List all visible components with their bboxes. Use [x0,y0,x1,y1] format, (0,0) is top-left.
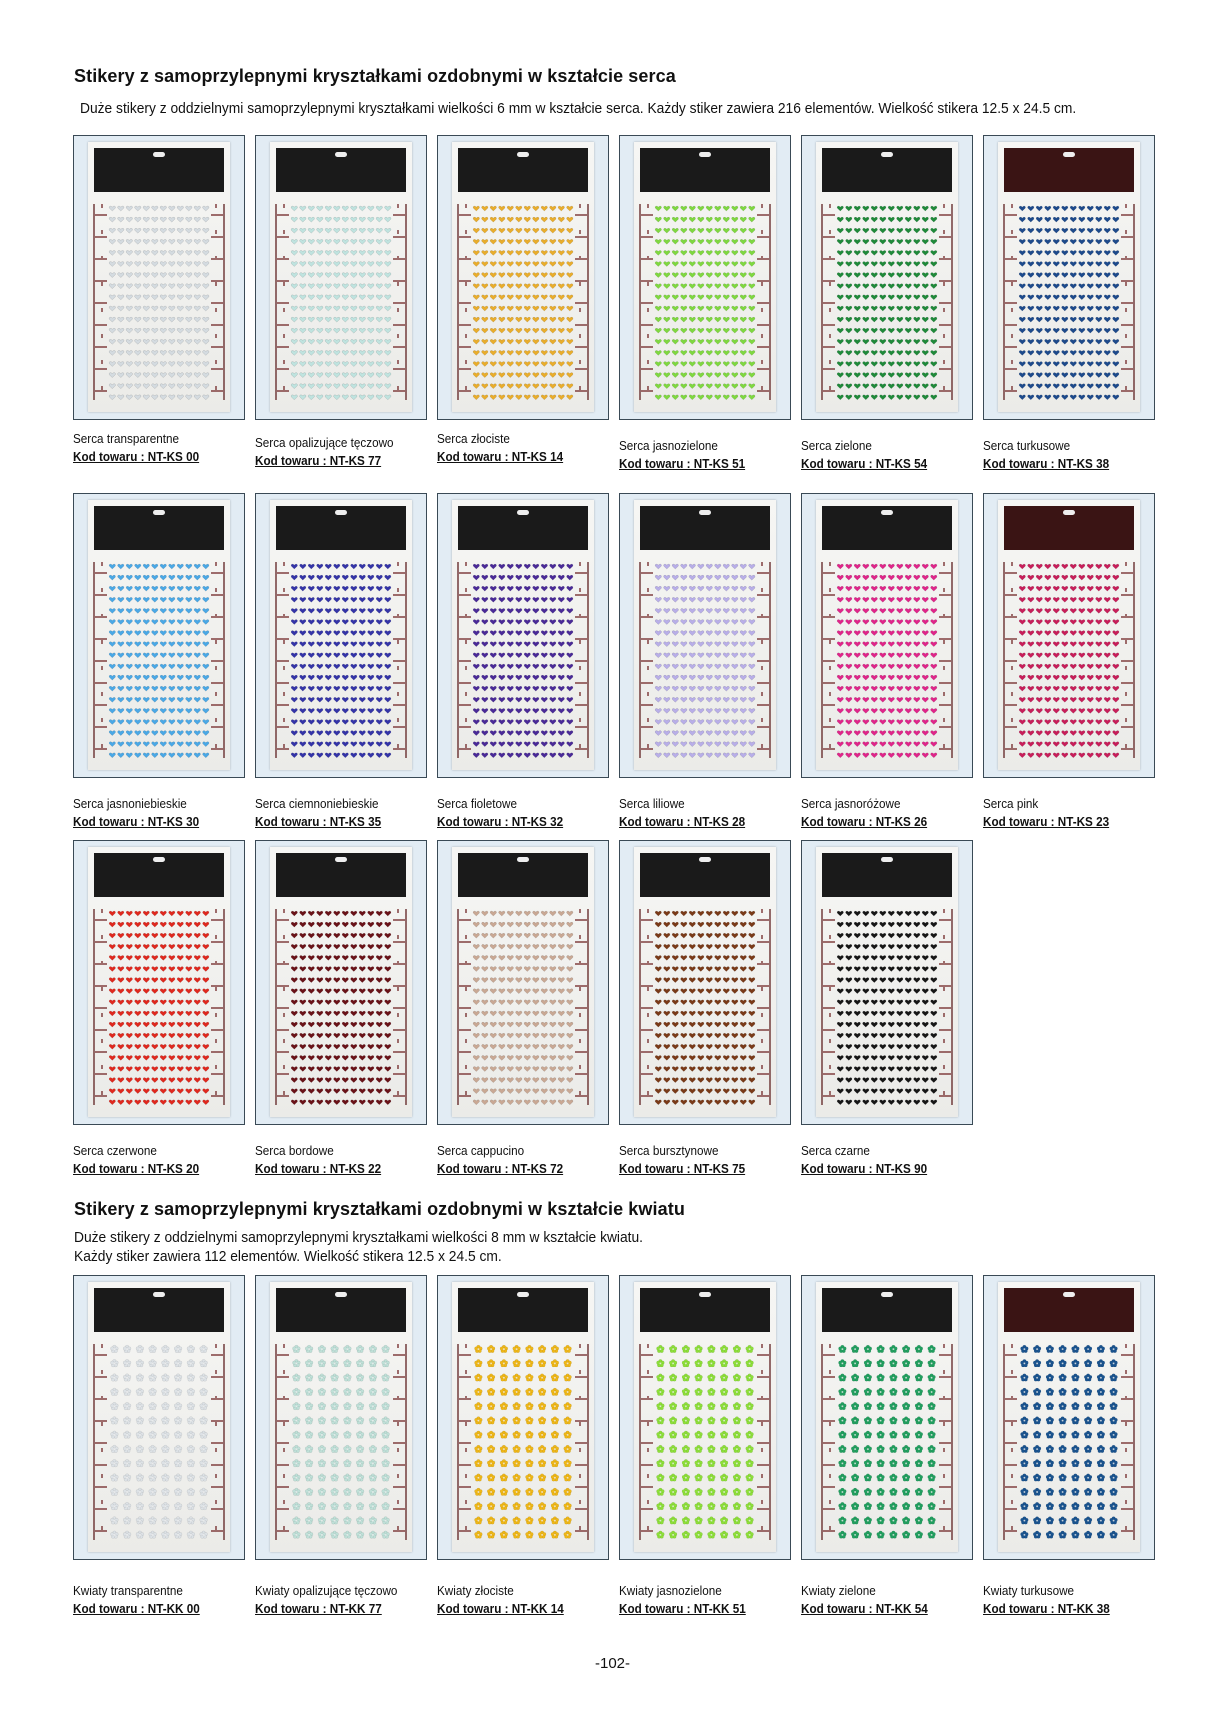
floral-ornament [821,204,835,400]
heart-crystals [290,560,392,760]
package-header [94,148,224,192]
floral-ornament [639,909,653,1105]
flower-crystals [290,1342,392,1542]
heart-crystals [472,907,574,1107]
package-header [458,853,588,897]
floral-ornament [757,1344,771,1540]
product-code: Kod towaru : NT-KK 51 [619,1601,746,1616]
product-name: Serca bursztynowe [619,1143,719,1158]
product-photo [801,135,973,420]
flower-crystals [654,1342,756,1542]
floral-ornament [275,204,289,400]
sticker-package [270,1282,412,1552]
sticker-package [88,500,230,770]
section-description-hearts: Duże stikery z oddzielnymi samoprzylepnymi kryształkami wielkości 6 mm w kształcie serca. Każdy stiker zawiera 216 elementów. Wielkość stikera 12.5 x 24.5 cm. [80,100,1077,117]
product-code: Kod towaru : NT-KK 54 [801,1601,928,1616]
product-name: Serca jasnoróżowe [801,796,901,811]
floral-ornament [275,1344,289,1540]
heart-crystals [472,202,574,402]
heart-crystals [836,907,938,1107]
section-description-flowers-line-1: Duże stikery z oddzielnymi samoprzylepnymi kryształkami wielkości 8 mm w kształcie kwiatu. [74,1229,644,1246]
heart-crystals [654,202,756,402]
product-photo [619,135,791,420]
sticker-package [634,142,776,412]
package-header [640,853,770,897]
heart-crystals [472,560,574,760]
product-code: Kod towaru : NT-KS 32 [437,814,564,829]
floral-ornament [393,1344,407,1540]
package-header [822,1288,952,1332]
sticker-package [452,142,594,412]
product-photo [255,493,427,778]
product-photo [801,1275,973,1560]
product-photo [255,1275,427,1560]
product-code: Kod towaru : NT-KS 30 [73,814,200,829]
floral-ornament [211,1344,225,1540]
sticker-package [998,1282,1140,1552]
sticker-package [452,847,594,1117]
floral-ornament [821,1344,835,1540]
sticker-package [452,500,594,770]
package-header [640,148,770,192]
heart-crystals [108,907,210,1107]
product-name: Serca bordowe [255,1143,334,1158]
flower-crystals [836,1342,938,1542]
product-photo [619,493,791,778]
product-name: Serca fioletowe [437,796,518,811]
product-photo [437,840,609,1125]
sticker-package [270,142,412,412]
sticker-package [816,500,958,770]
sticker-package [88,142,230,412]
package-header [458,148,588,192]
product-name: Serca turkusowe [983,438,1071,453]
product-name: Serca czarne [801,1143,870,1158]
package-header [276,853,406,897]
floral-ornament [639,204,653,400]
package-header [640,506,770,550]
sticker-package [816,1282,958,1552]
floral-ornament [821,909,835,1105]
product-photo [801,840,973,1125]
product-name: Serca jasnozielone [619,438,718,453]
product-photo [255,840,427,1125]
floral-ornament [639,1344,653,1540]
sticker-package [452,1282,594,1552]
heart-crystals [290,202,392,402]
heart-crystals [654,907,756,1107]
floral-ornament [211,909,225,1105]
floral-ornament [821,562,835,758]
package-header [640,1288,770,1332]
heart-crystals [1018,560,1120,760]
floral-ornament [1121,562,1135,758]
floral-ornament [457,909,471,1105]
heart-crystals [108,560,210,760]
sticker-package [816,847,958,1117]
sticker-package [634,500,776,770]
product-photo [73,135,245,420]
product-photo [619,1275,791,1560]
floral-ornament [939,1344,953,1540]
floral-ornament [275,562,289,758]
product-code: Kod towaru : NT-KS 00 [73,449,200,464]
floral-ornament [1003,562,1017,758]
package-header [822,506,952,550]
product-photo [983,1275,1155,1560]
floral-ornament [457,1344,471,1540]
floral-ornament [93,562,107,758]
product-name: Kwiaty transparentne [73,1583,183,1598]
package-header [1004,1288,1134,1332]
sticker-package [88,847,230,1117]
product-code: Kod towaru : NT-KS 90 [801,1161,928,1176]
floral-ornament [457,562,471,758]
sticker-package [270,847,412,1117]
sticker-package [270,500,412,770]
product-photo [73,840,245,1125]
floral-ornament [93,909,107,1105]
floral-ornament [575,204,589,400]
product-name: Serca transparentne [73,431,180,446]
section-title-flowers: Stikery z samoprzylepnymi kryształkami ozdobnymi w kształcie kwiatu [74,1199,685,1219]
sticker-package [634,847,776,1117]
product-code: Kod towaru : NT-KS 23 [983,814,1110,829]
product-photo [437,135,609,420]
floral-ornament [939,909,953,1105]
page-number: -102- [594,1655,631,1672]
floral-ornament [1121,1344,1135,1540]
product-code: Kod towaru : NT-KS 38 [983,456,1110,471]
product-code: Kod towaru : NT-KS 51 [619,456,746,471]
floral-ornament [939,204,953,400]
product-photo [801,493,973,778]
floral-ornament [757,909,771,1105]
floral-ornament [211,204,225,400]
product-name: Kwiaty jasnozielone [619,1583,722,1598]
product-code: Kod towaru : NT-KS 26 [801,814,928,829]
package-header [458,1288,588,1332]
product-name: Kwiaty złociste [437,1583,514,1598]
sticker-package [816,142,958,412]
floral-ornament [757,562,771,758]
product-photo [619,840,791,1125]
product-photo [73,1275,245,1560]
package-header [276,1288,406,1332]
floral-ornament [1003,1344,1017,1540]
product-name: Serca ciemnoniebieskie [255,796,379,811]
package-header [94,506,224,550]
floral-ornament [457,204,471,400]
product-code: Kod towaru : NT-KS 14 [437,449,564,464]
heart-crystals [836,560,938,760]
sticker-package [998,500,1140,770]
product-photo [983,135,1155,420]
heart-crystals [654,560,756,760]
floral-ornament [575,909,589,1105]
heart-crystals [290,907,392,1107]
product-name: Serca złociste [437,431,510,446]
package-header [1004,506,1134,550]
product-code: Kod towaru : NT-KS 75 [619,1161,746,1176]
floral-ornament [757,204,771,400]
product-name: Serca pink [983,796,1039,811]
floral-ornament [1121,204,1135,400]
floral-ornament [393,562,407,758]
heart-crystals [1018,202,1120,402]
sticker-package [998,142,1140,412]
product-photo [437,493,609,778]
product-code: Kod towaru : NT-KS 54 [801,456,928,471]
product-code: Kod towaru : NT-KS 77 [255,453,382,468]
product-code: Kod towaru : NT-KK 38 [983,1601,1110,1616]
floral-ornament [1003,204,1017,400]
product-photo [73,493,245,778]
product-name: Serca jasnoniebieskie [73,796,187,811]
section-description-flowers-line-2: Każdy stiker zawiera 112 elementów. Wielkość stikera 12.5 x 24.5 cm. [74,1248,502,1265]
package-header [276,148,406,192]
product-name: Serca cappucino [437,1143,525,1158]
package-header [822,148,952,192]
floral-ornament [275,909,289,1105]
flower-crystals [108,1342,210,1542]
sticker-package [88,1282,230,1552]
product-photo [983,493,1155,778]
package-header [94,1288,224,1332]
product-name: Serca opalizujące tęczowo [255,435,394,450]
product-code: Kod towaru : NT-KS 72 [437,1161,564,1176]
package-header [276,506,406,550]
floral-ornament [211,562,225,758]
floral-ornament [939,562,953,758]
product-code: Kod towaru : NT-KS 20 [73,1161,200,1176]
product-code: Kod towaru : NT-KS 28 [619,814,746,829]
product-name: Serca liliowe [619,796,685,811]
product-photo [255,135,427,420]
product-name: Serca zielone [801,438,872,453]
package-header [1004,148,1134,192]
product-code: Kod towaru : NT-KK 77 [255,1601,382,1616]
heart-crystals [836,202,938,402]
floral-ornament [575,562,589,758]
product-name: Kwiaty opalizujące tęczowo [255,1583,398,1598]
section-title-hearts: Stikery z samoprzylepnymi kryształkami ozdobnymi w kształcie serca [74,66,676,86]
product-name: Kwiaty zielone [801,1583,876,1598]
package-header [822,853,952,897]
package-header [458,506,588,550]
product-code: Kod towaru : NT-KK 14 [437,1601,564,1616]
product-code: Kod towaru : NT-KS 35 [255,814,382,829]
product-name: Serca czerwone [73,1143,157,1158]
heart-crystals [108,202,210,402]
sticker-package [634,1282,776,1552]
product-code: Kod towaru : NT-KK 00 [73,1601,200,1616]
flower-crystals [472,1342,574,1542]
floral-ornament [93,1344,107,1540]
package-header [94,853,224,897]
product-name: Kwiaty turkusowe [983,1583,1075,1598]
floral-ornament [93,204,107,400]
floral-ornament [639,562,653,758]
product-code: Kod towaru : NT-KS 22 [255,1161,382,1176]
product-photo [437,1275,609,1560]
flower-crystals [1018,1342,1120,1542]
floral-ornament [393,909,407,1105]
floral-ornament [575,1344,589,1540]
floral-ornament [393,204,407,400]
